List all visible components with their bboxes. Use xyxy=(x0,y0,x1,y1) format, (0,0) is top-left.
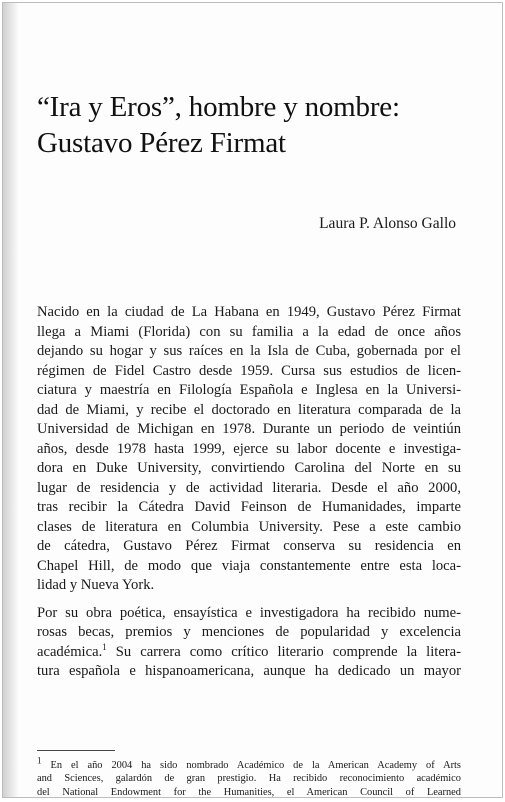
paragraph-gap xyxy=(37,596,461,604)
text-line: Chapel Hill, de modo que viaja constantemente entre esta loca- xyxy=(37,557,461,574)
text-line: Universidad de Michigan en 1978. Durante un periodo de veintiún xyxy=(37,421,461,437)
text-line: dad de Miami, y recibe el doctorado en literatura comparada de la xyxy=(37,401,461,418)
body-text xyxy=(37,303,461,682)
footnote-divider xyxy=(37,750,115,751)
text-line: años, desde 1978 hasta 1999, ejerce su labor docente e investiga- xyxy=(37,440,461,457)
text-line: régimen de Fidel Castro desde 1959. Cursa sus estudios de licen- xyxy=(37,362,461,379)
chapter-title-line: Gustavo Pérez Firmat xyxy=(37,127,286,159)
text-line: de cátedra, Gustavo Pérez Firmat conserva su residencia en xyxy=(37,538,461,554)
footnote-line: and Sciences, galardón de gran prestigio. Ha recibido reconocimiento académico xyxy=(37,773,461,785)
text-segment: Su carrera como crítico literario comprende la litera- xyxy=(115,643,462,660)
text-line: rosas becas, premios y menciones de popularidad y excelencia xyxy=(37,624,461,640)
chapter-title-line: “Ira y Eros”, hombre y nombre: xyxy=(37,91,400,123)
page-edge-shadow xyxy=(3,3,19,797)
text-line: dejando su hogar y sus raíces en la Isla de Cuba, gobernada por el xyxy=(37,343,461,359)
text-line: lugar de residencia y de actividad literaria. Desde el año 2000, xyxy=(37,479,461,496)
footnote-reference[interactable]: 1 xyxy=(102,641,107,652)
paragraph xyxy=(37,303,461,596)
book-page xyxy=(2,2,503,798)
text-line: clases de literatura en Columbia University. Pese a este cambio xyxy=(37,518,461,535)
text-line: dora en Duke University, convirtiendo Carolina del Norte en su xyxy=(37,460,461,476)
text-line: ciatura y maestría en Filología Española e Inglesa en la Universi- xyxy=(37,382,461,398)
chapter-title xyxy=(37,89,477,161)
text-line xyxy=(37,643,461,663)
text-line: Nacido en la ciudad de La Habana en 1949, Gustavo Pérez Firmat xyxy=(37,304,461,320)
text-line: tras recibir la Cátedra David Feinson de Humanidades, imparte xyxy=(37,499,461,515)
chapter-author: Laura P. Alonso Gallo xyxy=(319,215,456,232)
text-line: tura española e hispanoamericana, aunque ha dedicado un mayor xyxy=(37,663,461,679)
footnote xyxy=(37,755,461,798)
text-line: lidad y Nueva York. xyxy=(37,577,155,593)
footnote-marker: 1 xyxy=(37,755,42,766)
paragraph xyxy=(37,604,461,682)
footnote-line xyxy=(37,755,461,772)
footnote-line: del National Endowment for the Humanities, el American Council of Learned xyxy=(37,786,461,798)
text-segment: académica. xyxy=(37,643,103,660)
text-line: llega a Miami (Florida) con su familia a la edad de once años xyxy=(37,323,461,340)
text-line: Por su obra poética, ensayística e investigadora ha recibido nume- xyxy=(37,604,461,621)
footnote-text: En el año 2004 ha sido nombrado Académico de la American Academy of Arts xyxy=(50,760,461,771)
